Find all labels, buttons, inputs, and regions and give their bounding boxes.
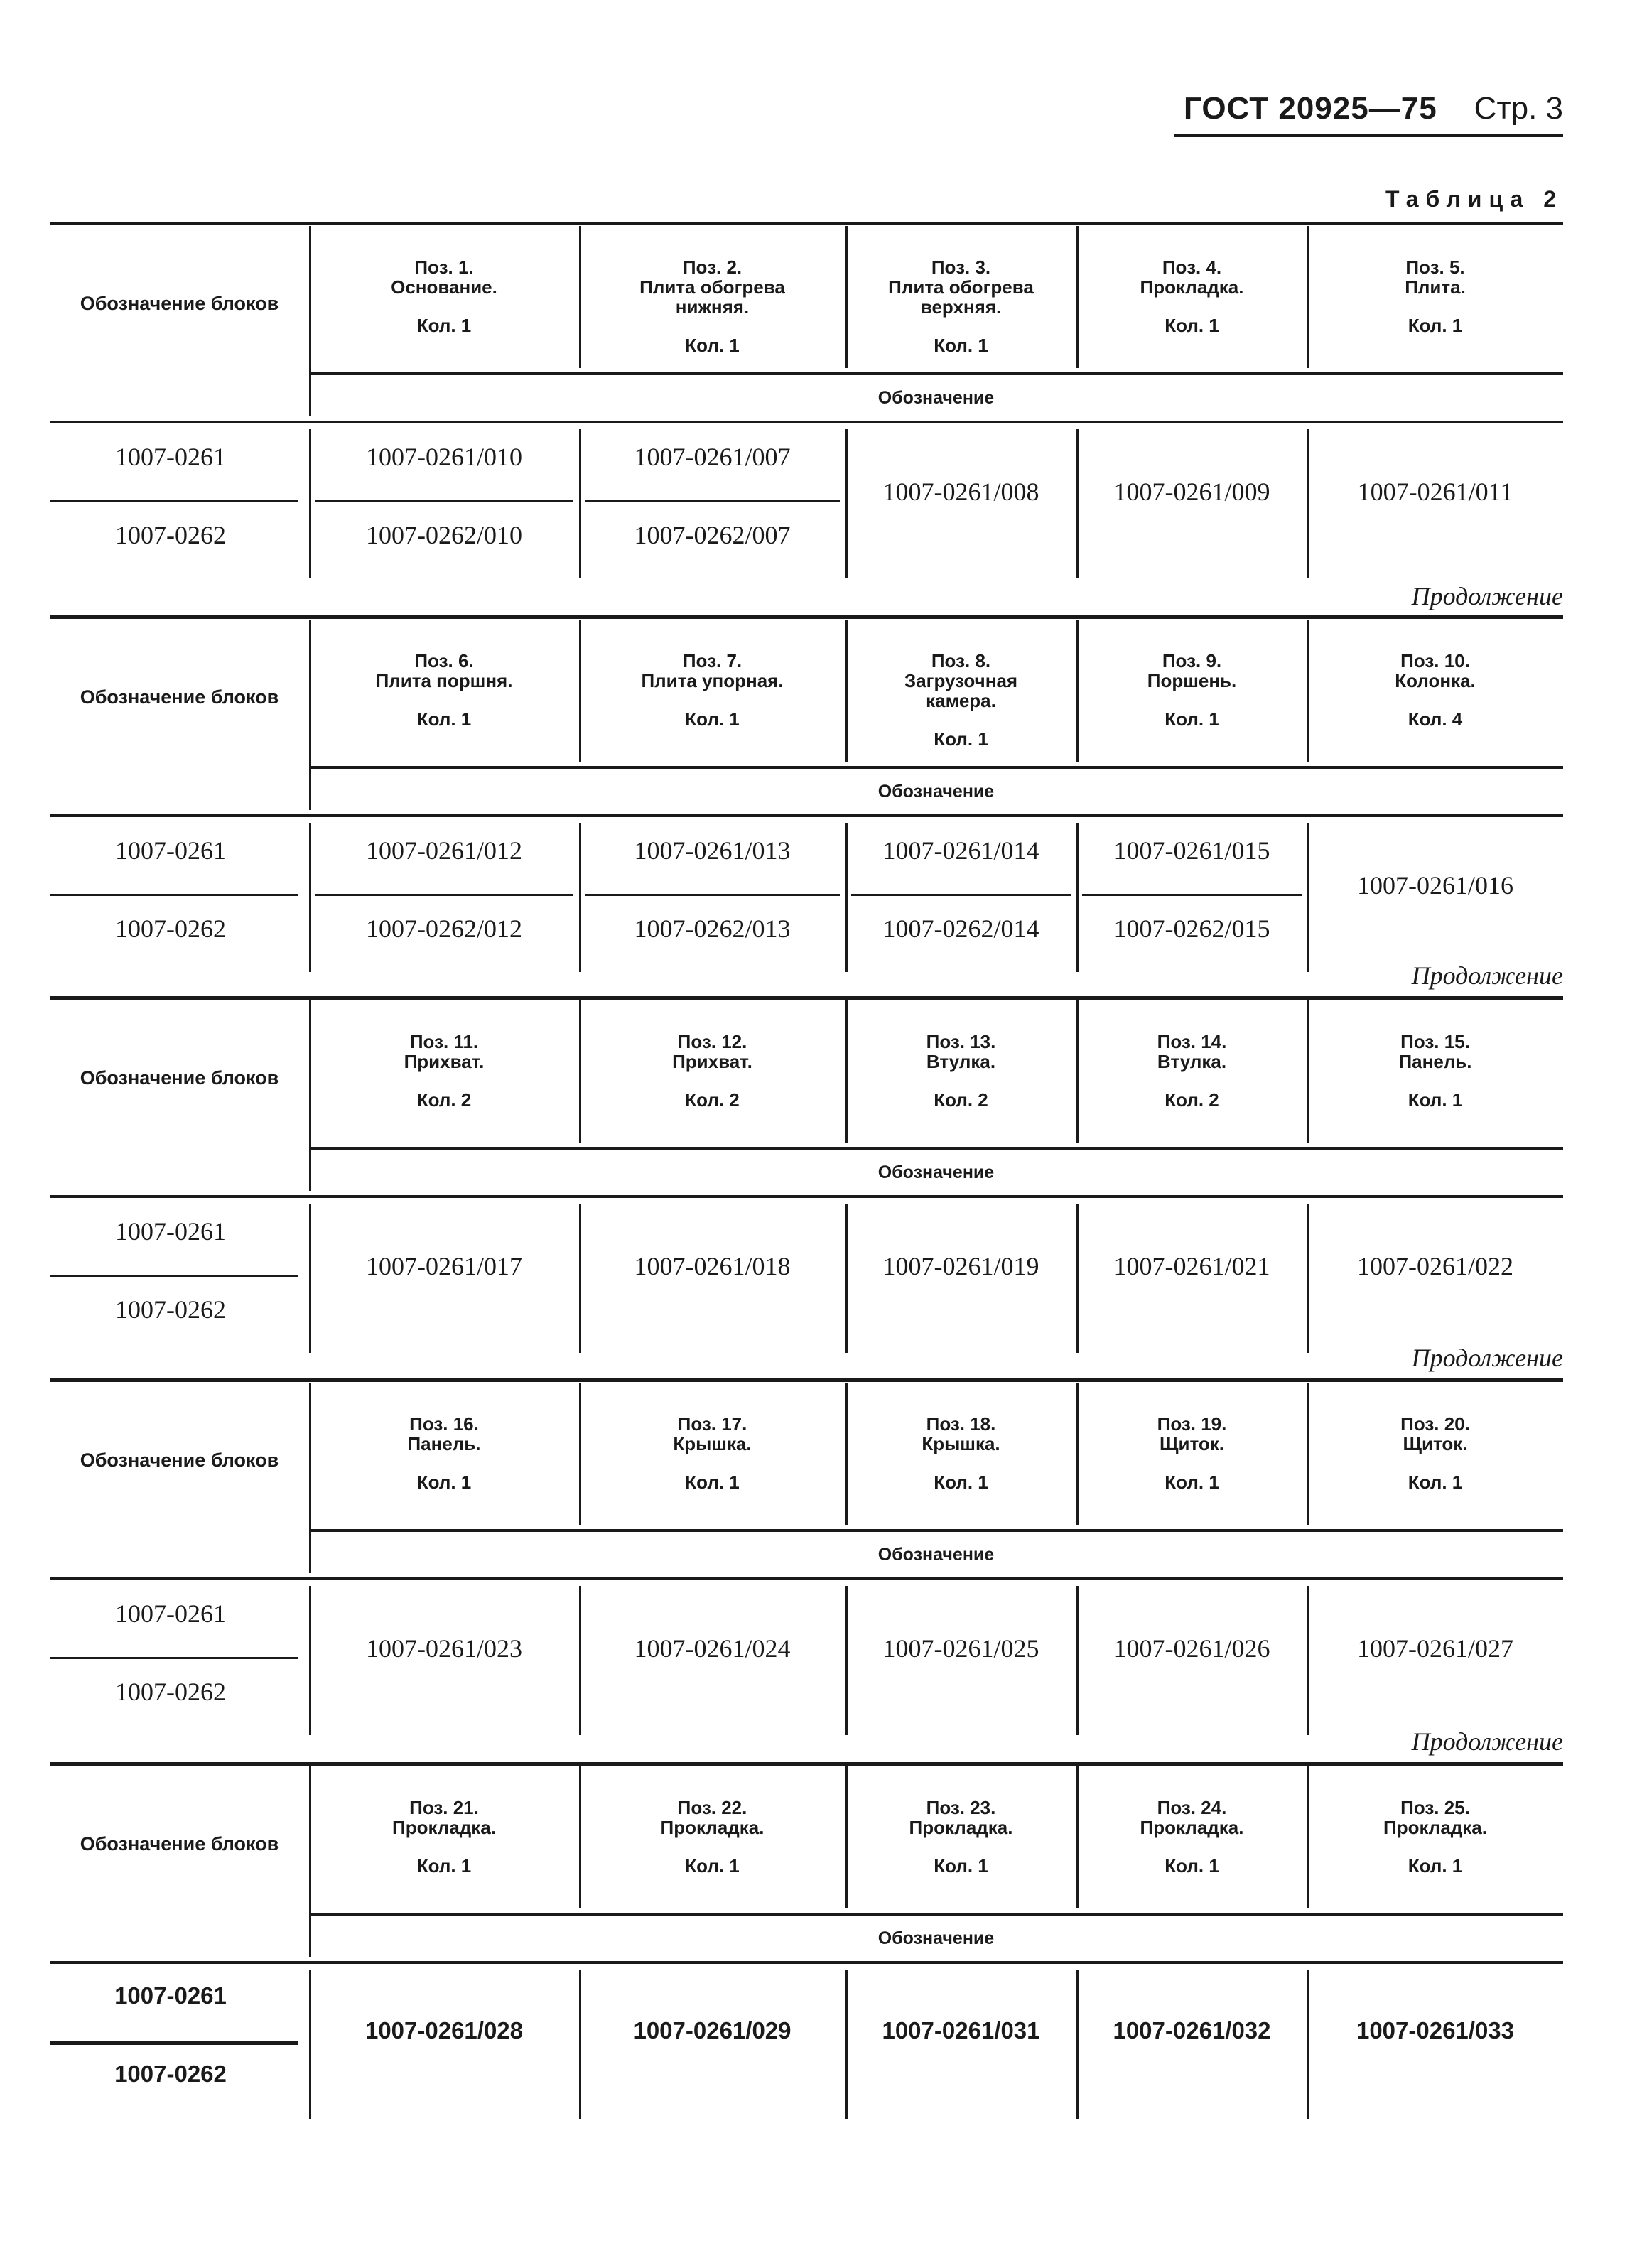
designation-rule	[309, 766, 1563, 769]
column-header	[579, 651, 845, 729]
designation-rule	[309, 1529, 1563, 1532]
quantity: Кол. 2	[1165, 1089, 1219, 1111]
cell-separator	[315, 894, 573, 896]
column-header	[1307, 257, 1563, 335]
quantity: Кол. 1	[416, 315, 472, 336]
block-separator	[50, 1657, 298, 1659]
designation-cell: 1007-0261/015	[1113, 836, 1270, 865]
part-name: Поршень.	[1147, 670, 1237, 691]
blocks-header: Обозначение блоков	[80, 1833, 279, 1854]
part-name: Прокладка.	[660, 1817, 765, 1838]
position-number: Поз. 10.	[1400, 650, 1470, 671]
column-header	[309, 651, 579, 729]
designation-cell: 1007-0262/014	[882, 914, 1039, 943]
designation-cell: 1007-0261/026	[1113, 1634, 1270, 1663]
quantity: Кол. 2	[416, 1089, 472, 1111]
body-divider	[1307, 429, 1309, 578]
designation-cell: 1007-0261/031	[882, 2017, 1040, 2043]
cell-separator	[585, 500, 840, 502]
quantity: Кол. 1	[1165, 1855, 1219, 1876]
column-header	[1076, 257, 1307, 335]
position-number: Поз. 21.	[409, 1797, 479, 1818]
cell-separator	[851, 894, 1071, 896]
column-header	[579, 1032, 845, 1110]
part-name: Плита.	[1405, 276, 1466, 298]
body-divider	[845, 429, 848, 578]
table-4	[50, 1378, 1563, 1741]
continuation-caption: Продолжение	[1411, 582, 1563, 610]
part-name: Плита обогрева нижняя.	[639, 276, 785, 318]
position-number: Поз. 1.	[414, 256, 474, 278]
part-name: Прихват.	[672, 1051, 752, 1072]
designation-label: Обозначение	[877, 1545, 995, 1565]
designation-cell: 1007-0261/007	[634, 443, 791, 471]
position-number: Поз. 15.	[1400, 1031, 1470, 1052]
block-separator	[50, 2041, 298, 2045]
position-number: Поз. 22.	[677, 1797, 747, 1818]
table-caption: Таблица 2	[1385, 186, 1563, 212]
body-divider	[1307, 1204, 1309, 1353]
body-divider	[309, 823, 311, 972]
position-number: Поз. 16.	[409, 1413, 479, 1435]
designation-label: Обозначение	[877, 782, 995, 801]
block-separator	[50, 1275, 298, 1277]
designation-cell: 1007-0261/013	[634, 836, 791, 865]
block-designation: 1007-0261	[115, 836, 226, 865]
designation-cell: 1007-0261/017	[366, 1252, 522, 1280]
designation-cell: 1007-0261/016	[1357, 871, 1513, 900]
continuation-caption: Продолжение	[1411, 1727, 1563, 1756]
position-number: Поз. 19.	[1157, 1413, 1227, 1435]
quantity: Кол. 1	[1165, 1472, 1219, 1493]
header-bottom-rule	[50, 1961, 1563, 1964]
column-header	[579, 257, 845, 355]
designation-cell: 1007-0261/014	[882, 836, 1039, 865]
body-divider	[845, 1970, 848, 2119]
column-header	[579, 1798, 845, 1876]
body-divider	[1076, 1586, 1079, 1735]
part-name: Прокладка.	[1140, 276, 1244, 298]
designation-cell: 1007-0261/032	[1113, 2017, 1271, 2043]
quantity: Кол. 1	[416, 1472, 472, 1493]
table-1	[50, 222, 1563, 584]
body-divider	[845, 823, 848, 972]
quantity: Кол. 4	[1408, 708, 1463, 730]
body-divider	[845, 1586, 848, 1735]
quantity: Кол. 1	[1165, 708, 1219, 730]
designation-cell: 1007-0261/021	[1113, 1252, 1270, 1280]
part-name: Прокладка.	[392, 1817, 496, 1838]
position-number: Поз. 2.	[682, 256, 742, 278]
block-designation: 1007-0262	[115, 914, 226, 943]
table-5	[50, 1762, 1563, 2124]
block-separator	[50, 500, 298, 502]
designation-cell: 1007-0261/024	[634, 1634, 791, 1663]
block-designation: 1007-0262	[115, 1295, 226, 1324]
designation-label: Обозначение	[877, 1162, 995, 1182]
designation-cell: 1007-0261/028	[364, 2017, 524, 2043]
quantity: Кол. 2	[934, 1089, 988, 1111]
header-bottom-rule	[50, 1195, 1563, 1198]
block-separator	[50, 894, 298, 896]
quantity: Кол. 1	[934, 335, 988, 356]
body-divider	[1076, 823, 1079, 972]
block-designation: 1007-0261	[115, 443, 226, 471]
part-name: Прокладка.	[909, 1817, 1013, 1838]
part-name: Колонка.	[1395, 670, 1476, 691]
quantity: Кол. 1	[685, 335, 740, 356]
position-number: Поз. 17.	[677, 1413, 747, 1435]
position-number: Поз. 6.	[414, 650, 474, 671]
body-divider	[579, 1586, 581, 1735]
position-number: Поз. 12.	[677, 1031, 747, 1052]
position-number: Поз. 20.	[1400, 1413, 1470, 1435]
position-number: Поз. 14.	[1157, 1031, 1227, 1052]
part-name: Крышка.	[922, 1433, 1000, 1454]
cell-separator	[315, 500, 573, 502]
designation-cell: 1007-0262/013	[634, 914, 791, 943]
designation-cell: 1007-0261/033	[1356, 2017, 1515, 2043]
column-header	[579, 1414, 845, 1492]
column-header	[845, 1798, 1076, 1876]
column-header	[1307, 651, 1563, 729]
part-name: Втулка.	[1157, 1051, 1227, 1072]
body-divider	[579, 429, 581, 578]
position-number: Поз. 13.	[926, 1031, 996, 1052]
part-name: Прокладка.	[1383, 1817, 1487, 1838]
position-number: Поз. 23.	[926, 1797, 996, 1818]
part-name: Плита поршня.	[375, 670, 513, 691]
header-bottom-rule	[50, 1577, 1563, 1580]
table-top-rule	[50, 222, 1563, 225]
column-header	[309, 1414, 579, 1492]
position-number: Поз. 3.	[931, 256, 991, 278]
designation-cell: 1007-0262/007	[634, 521, 791, 549]
cell-separator	[585, 894, 840, 896]
quantity: Кол. 1	[685, 1472, 740, 1493]
quantity: Кол. 1	[685, 708, 740, 730]
quantity: Кол. 1	[685, 1855, 740, 1876]
designation-label: Обозначение	[877, 388, 995, 408]
page-number: Стр. 3	[1474, 91, 1563, 126]
designation-cell: 1007-0261/008	[882, 477, 1039, 506]
part-name: Панель.	[1398, 1051, 1472, 1072]
block-designation: 1007-0262	[115, 521, 226, 549]
quantity: Кол. 1	[934, 1855, 988, 1876]
position-number: Поз. 7.	[682, 650, 742, 671]
column-header	[309, 257, 579, 335]
blocks-header: Обозначение блоков	[80, 1449, 279, 1471]
header-bottom-rule	[50, 814, 1563, 817]
quantity: Кол. 2	[685, 1089, 740, 1111]
quantity: Кол. 1	[934, 1472, 988, 1493]
designation-cell: 1007-0261/027	[1357, 1634, 1513, 1663]
designation-cell: 1007-0261/012	[366, 836, 522, 865]
designation-cell: 1007-0261/009	[1113, 477, 1270, 506]
part-name: Щиток.	[1160, 1433, 1224, 1454]
designation-rule	[309, 1913, 1563, 1916]
body-divider	[845, 1204, 848, 1353]
body-divider	[1076, 1204, 1079, 1353]
column-header	[1307, 1414, 1563, 1492]
body-divider	[1076, 429, 1079, 578]
column-header	[845, 257, 1076, 355]
quantity: Кол. 1	[1408, 1089, 1463, 1111]
block-designation: 1007-0262	[115, 1678, 226, 1706]
page-header	[1165, 91, 1563, 141]
part-name: Плита упорная.	[641, 670, 784, 691]
body-divider	[579, 1970, 581, 2119]
part-name: Прокладка.	[1140, 1817, 1244, 1838]
column-header	[309, 1798, 579, 1876]
position-number: Поз. 8.	[931, 650, 991, 671]
column-header	[1307, 1798, 1563, 1876]
designation-cell: 1007-0261/029	[633, 2017, 792, 2043]
quantity: Кол. 1	[416, 1855, 472, 1876]
block-designation: 1007-0261	[115, 1217, 226, 1246]
position-number: Поз. 25.	[1400, 1797, 1470, 1818]
part-name: Панель.	[407, 1433, 481, 1454]
quantity: Кол. 1	[1408, 1855, 1463, 1876]
designation-cell: 1007-0262/015	[1113, 914, 1270, 943]
part-name: Основание.	[391, 276, 497, 298]
quantity: Кол. 1	[416, 708, 472, 730]
column-header	[845, 1414, 1076, 1492]
part-name: Плита обогрева верхняя.	[888, 276, 1034, 318]
position-number: Поз. 11.	[409, 1031, 479, 1052]
designation-cell: 1007-0262/012	[366, 914, 522, 943]
column-header	[1076, 1032, 1307, 1110]
continuation-caption: Продолжение	[1411, 961, 1563, 990]
table-top-rule	[50, 615, 1563, 619]
body-divider	[1076, 1970, 1079, 2119]
part-name: Щиток.	[1403, 1433, 1468, 1454]
quantity: Кол. 1	[934, 728, 988, 750]
block-designation: 1007-0262	[114, 2061, 227, 2087]
table-2	[50, 615, 1563, 978]
position-number: Поз. 9.	[1162, 650, 1222, 671]
body-divider	[579, 823, 581, 972]
part-name: Загрузочная камера.	[904, 670, 1018, 711]
blocks-header: Обозначение блоков	[80, 293, 279, 314]
body-divider	[1307, 1970, 1309, 2119]
part-name: Втулка.	[926, 1051, 996, 1072]
body-divider	[309, 1204, 311, 1353]
column-header	[1307, 1032, 1563, 1110]
designation-cell: 1007-0261/018	[634, 1252, 791, 1280]
table-top-rule	[50, 1762, 1563, 1766]
quantity: Кол. 1	[1408, 1472, 1463, 1493]
table-top-rule	[50, 996, 1563, 1000]
quantity: Кол. 1	[1165, 315, 1219, 336]
position-number: Поз. 24.	[1157, 1797, 1227, 1818]
designation-rule	[309, 1147, 1563, 1150]
designation-cell: 1007-0261/019	[882, 1252, 1039, 1280]
column-header	[309, 1032, 579, 1110]
block-designation: 1007-0261	[114, 1982, 227, 2009]
designation-cell: 1007-0261/022	[1357, 1252, 1513, 1280]
body-divider	[309, 429, 311, 578]
body-divider	[309, 1970, 311, 2119]
designation-label: Обозначение	[877, 1928, 995, 1948]
designation-cell: 1007-0261/011	[1357, 477, 1513, 506]
table-3	[50, 996, 1563, 1359]
part-name: Прихват.	[404, 1051, 485, 1072]
position-number: Поз. 4.	[1162, 256, 1222, 278]
body-divider	[579, 1204, 581, 1353]
column-header	[1076, 1798, 1307, 1876]
position-number: Поз. 18.	[926, 1413, 996, 1435]
designation-cell: 1007-0261/010	[366, 443, 522, 471]
continuation-caption: Продолжение	[1411, 1344, 1563, 1372]
column-header	[845, 1032, 1076, 1110]
table-top-rule	[50, 1378, 1563, 1382]
blocks-header: Обозначение блоков	[80, 1067, 279, 1089]
document-number: ГОСТ 20925—75	[1184, 91, 1437, 126]
header-bottom-rule	[50, 421, 1563, 423]
block-designation: 1007-0261	[115, 1599, 226, 1628]
quantity: Кол. 1	[1408, 315, 1463, 336]
designation-cell: 1007-0261/025	[882, 1634, 1039, 1663]
body-divider	[1307, 1586, 1309, 1735]
body-divider	[1307, 823, 1309, 972]
designation-cell: 1007-0262/010	[366, 521, 522, 549]
column-header	[1076, 1414, 1307, 1492]
designation-cell: 1007-0261/023	[366, 1634, 522, 1663]
blocks-header: Обозначение блоков	[80, 686, 279, 708]
part-name: Крышка.	[673, 1433, 752, 1454]
cell-separator	[1082, 894, 1302, 896]
body-divider	[309, 1586, 311, 1735]
column-header	[1076, 651, 1307, 729]
header-rule	[1174, 134, 1563, 137]
column-header	[845, 651, 1076, 749]
designation-rule	[309, 372, 1563, 375]
position-number: Поз. 5.	[1405, 256, 1465, 278]
